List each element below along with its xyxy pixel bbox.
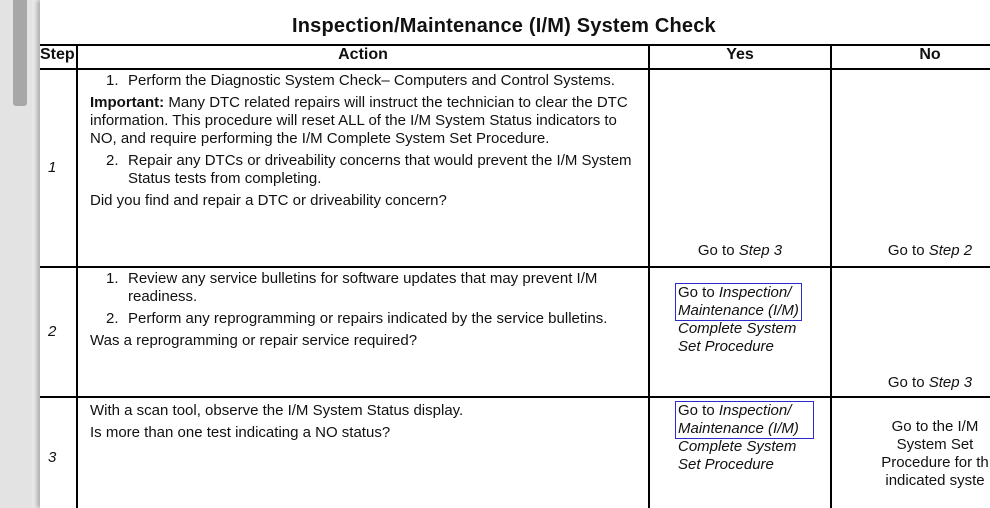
action-cell — [77, 397, 649, 508]
go-to-step-2-link[interactable]: Step 2 — [928, 242, 973, 259]
question-text: Is more than one test indicating a NO status? — [90, 424, 391, 441]
go-to-step-3-link[interactable]: Step 3 — [928, 374, 973, 391]
step-number: 2 — [40, 267, 77, 397]
table-header-row — [40, 45, 990, 69]
im-procedure-link[interactable]: Go to Inspection/ Maintenance (I/M) — [678, 284, 799, 319]
list-item: 2. Perform any reprogramming or repairs indicated by the service bulletins. — [106, 310, 608, 327]
list-item: 1. Review any service bulletins for software updates that may prevent I/M readiness. — [106, 270, 598, 305]
header-no: No — [831, 45, 990, 69]
header-yes: Yes — [649, 45, 831, 69]
header-action: Action — [77, 45, 649, 69]
yes-cell: Go to Step 3 — [649, 69, 831, 267]
left-gutter — [0, 0, 32, 508]
important-note: Important: Many DTC related repairs will instruct the technician to clear the DTC information. This procedure will reset ALL of the I/M System Status indicators to NO, and require performing the I/M Complete System Set Procedure. — [90, 94, 628, 147]
action-cell — [77, 267, 649, 397]
system-check-table — [40, 44, 990, 508]
table-row — [40, 69, 990, 267]
list-item: 1. Perform the Diagnostic System Check– Computers and Control Systems. — [106, 72, 615, 89]
list-item: 2. Repair any DTCs or driveability concerns that would prevent the I/M System Status tests from completing. — [106, 152, 632, 187]
no-cell: Go to Step 3 — [831, 267, 990, 397]
question-text: Did you find and repair a DTC or driveability concern? — [90, 192, 447, 209]
no-cell: Go to the I/M System Set Procedure for th indicated syste — [831, 397, 990, 508]
page-title: Inspection/Maintenance (I/M) System Check — [292, 15, 716, 37]
scrollbar-thumb[interactable] — [13, 0, 27, 106]
table-row — [40, 397, 990, 508]
yes-cell: Go to Inspection/ Maintenance (I/M) Complete System Set Procedure — [649, 267, 831, 397]
no-cell: Go to Step 2 — [831, 69, 990, 267]
go-to-step-3-link[interactable]: Step 3 — [738, 242, 783, 259]
yes-cell: Go to Inspection/ Maintenance (I/M) Complete System Set Procedure — [649, 397, 831, 508]
document-page — [40, 0, 990, 508]
step-number: 3 — [40, 397, 77, 508]
step-number: 1 — [40, 69, 77, 267]
header-step: Step — [40, 45, 77, 69]
action-cell — [77, 69, 649, 267]
instruction-text: With a scan tool, observe the I/M System Status display. — [90, 402, 464, 419]
table-row — [40, 267, 990, 397]
im-procedure-link[interactable]: Go to Inspection/ Maintenance (I/M) — [676, 402, 813, 438]
question-text: Was a reprogramming or repair service required? — [90, 332, 418, 349]
